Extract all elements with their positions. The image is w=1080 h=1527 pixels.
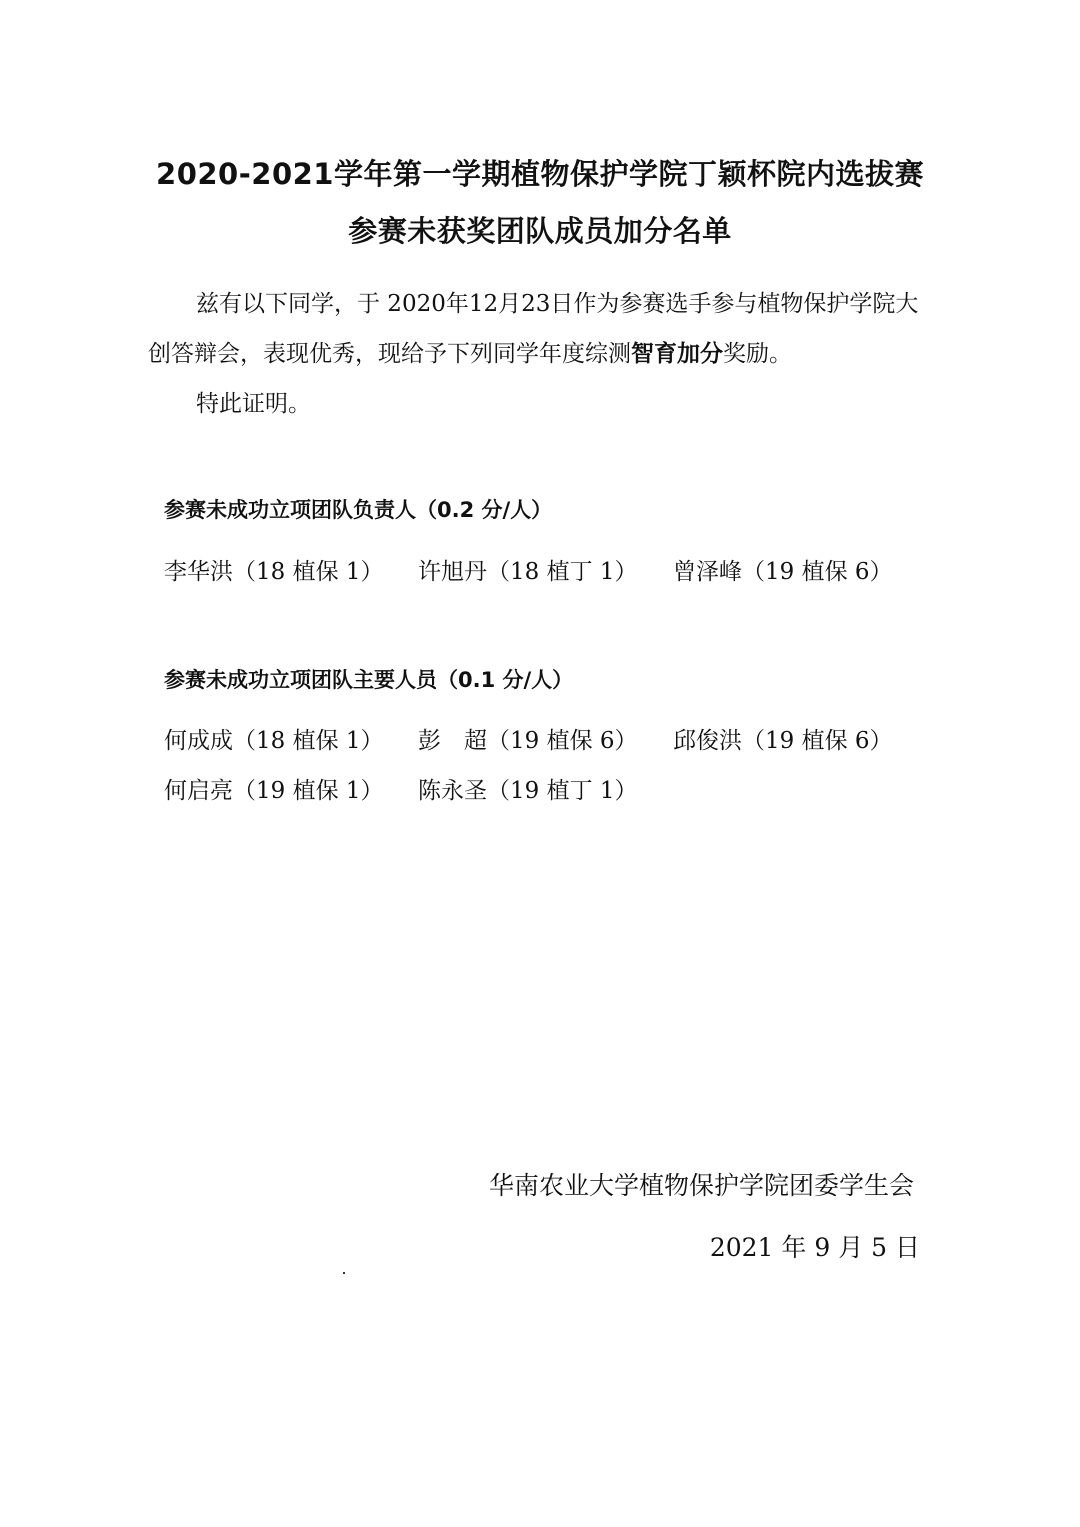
- name-entry: 曾泽峰（19 植保 6）: [673, 559, 893, 585]
- name-row: [164, 722, 893, 754]
- name-entry: 许旭丹（18 植丁 1）: [418, 559, 638, 585]
- name-row: [164, 772, 638, 804]
- section-heading-members: 参赛未成功立项团队主要人员（0.1 分/人）: [164, 668, 574, 692]
- signature-organization: 华南农业大学植物保护学院团委学生会: [488, 1171, 914, 1200]
- name-entry: 何成成（18 植保 1）: [164, 728, 384, 754]
- signature-date: 2021 年 9 月 5 日: [709, 1233, 920, 1262]
- stray-mark: [343, 1272, 345, 1274]
- document-title: 2020-2021学年第一学期植物保护学院丁颖杯院内选拔赛: [156, 157, 924, 191]
- document-subtitle: 参赛未获奖团队成员加分名单: [348, 214, 732, 248]
- closing-statement: 特此证明。: [196, 391, 311, 417]
- intro-paragraph: [148, 279, 923, 379]
- name-entry: 彭 超（19 植保 6）: [418, 728, 638, 754]
- name-entry: 何启亮（19 植保 1）: [164, 778, 384, 804]
- intro-text: 兹有以下同学，于 2020年12月23日作为参赛选手参与植物保护学院大创答辩会，表现优秀，现给予下列同学年度综测: [148, 291, 919, 367]
- intro-emphasis: 智育加分: [631, 341, 723, 367]
- name-row: [164, 553, 893, 585]
- name-entry: 陈永圣（19 植丁 1）: [418, 778, 638, 804]
- name-entry: 邱俊洪（19 植保 6）: [673, 728, 893, 754]
- intro-text-end: 奖励。: [723, 341, 792, 367]
- section-heading-leaders: 参赛未成功立项团队负责人（0.2 分/人）: [164, 498, 553, 522]
- name-entry: 李华洪（18 植保 1）: [164, 559, 384, 585]
